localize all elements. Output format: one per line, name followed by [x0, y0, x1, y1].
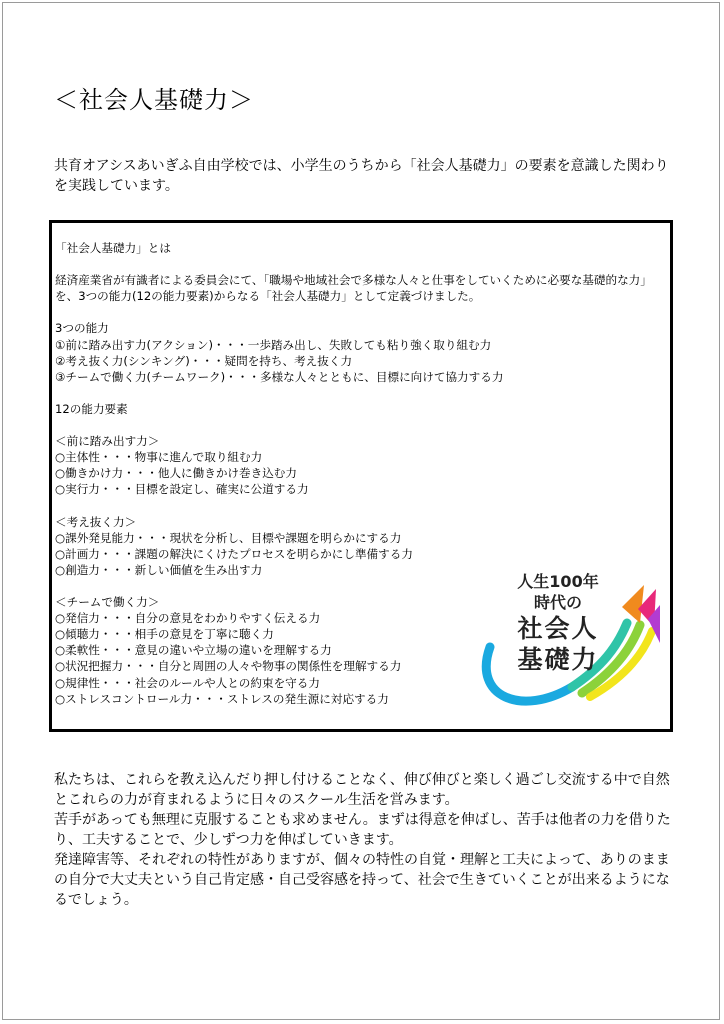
- group-title-thinking: ＜考え抜く力＞: [55, 514, 137, 529]
- closing-paragraph: 発達障害等、それぞれの特性がありますが、個々の特性の自覚・理解と工夫によって、ありのままの自分で大丈夫という自己肯定感・自己受容感を持って、社会で生きていくことが出来るようになるでしょう。: [54, 852, 670, 908]
- box-definition: 経済産業省が有識者による委員会にて、「職場や地域社会で多様な人々と仕事をしていくために必要な基礎的な力」を、3つの能力(12の能力要素)からなる「社会人基礎力」として定義づけました。: [55, 273, 652, 304]
- element-item: ○ストレスコントロール力・・・ストレスの発生源に対応する力: [55, 691, 389, 706]
- element-item: ○柔軟性・・・意見の違いや立場の違いを理解する力: [55, 643, 332, 658]
- closing-text: [54, 770, 674, 910]
- closing-paragraph: 苦手があっても無理に克服することも求めません。まずは得意を伸ばし、苦手は他者の力を借りたり、工夫することで、少しずつ力を伸ばしていきます。: [54, 812, 671, 848]
- intro-paragraph: 共育オアシスあいぎふ自由学校では、小学生のうちから「社会人基礎力」の要素を意識した関わりを実践しています。: [54, 158, 669, 194]
- logo-line-2: 時代の: [533, 593, 582, 612]
- element-item: ○傾聴力・・・相手の意見を丁寧に聴く力: [55, 627, 274, 642]
- group-title-action: ＜前に踏み出す力＞: [55, 434, 160, 449]
- logo-line-4: 基礎力: [517, 645, 599, 674]
- element-item: ○状況把握力・・・自分と周囲の人々や物事の関係性を理解する力: [55, 659, 402, 674]
- logo-line-1: 人生100年: [517, 572, 599, 591]
- logo-100-year-life: [462, 567, 662, 723]
- logo-text: [508, 571, 608, 675]
- box-heading: 「社会人基礎力」とは: [55, 241, 171, 255]
- closing-paragraph: 私たちは、これらを教え込んだり押し付けることなく、伸び伸びと楽しく過ごし交流する中で自然とこれらの力が育まれるように日々のスクール生活を営みます。: [54, 772, 670, 808]
- element-item: ○発信力・・・自分の意見をわかりやすく伝える力: [55, 611, 321, 626]
- elements-title: 12の能力要素: [55, 401, 128, 416]
- element-item: ○主体性・・・物事に進んで取り組む力: [55, 450, 263, 465]
- group-title-teamwork: ＜チームで働く力＞: [55, 595, 160, 610]
- ability-item: ②考え抜く力(シンキング)・・・疑問を持ち、考え抜く力: [55, 353, 353, 368]
- element-item: ○課外発見能力・・・現状を分析し、目標や課題を明らかにする力: [55, 530, 402, 545]
- element-item: ○働きかけ力・・・他人に働きかけ巻き込む力: [55, 466, 297, 481]
- ability-item: ③チームで働く力(チームワーク)・・・多様な人々とともに、目標に向けて協力する力: [55, 369, 504, 384]
- page-title: ＜社会人基礎力＞: [54, 86, 254, 114]
- logo-line-3: 社会人: [517, 614, 599, 643]
- element-item: ○実行力・・・目標を設定し、確実に公道する力: [55, 482, 309, 497]
- definition-box: [49, 220, 673, 732]
- abilities-title: 3つの能力: [55, 321, 109, 336]
- element-item: ○創造力・・・新しい価値を生み出す力: [55, 562, 263, 577]
- ability-item: ①前に踏み出す力(アクション)・・・一歩踏み出し、失敗しても粘り強く取り組む力: [55, 337, 492, 352]
- element-item: ○規律性・・・社会のルールや人との約束を守る力: [55, 675, 320, 690]
- element-item: ○計画力・・・課題の解決にくけたプロセスを明らかにし準備する力: [55, 546, 413, 561]
